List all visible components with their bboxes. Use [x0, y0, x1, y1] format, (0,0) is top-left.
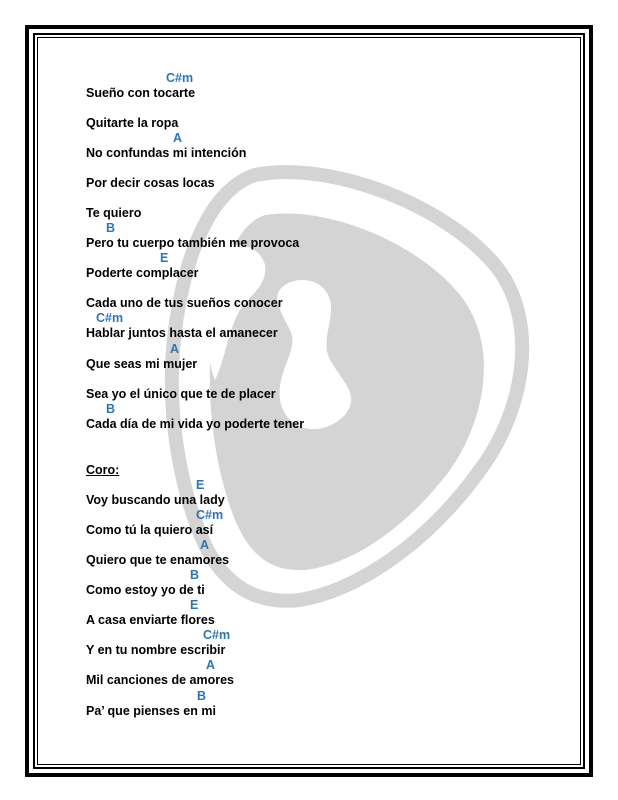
chord: A: [206, 658, 216, 672]
chord: B: [190, 568, 200, 582]
chord: C#m: [196, 508, 224, 522]
lyric-line: Por decir cosas locas: [86, 176, 215, 190]
chord: A: [173, 131, 183, 145]
section-heading-chorus: Coro:: [86, 463, 120, 477]
lyric-line: Sea yo el único que te de placer: [86, 387, 276, 401]
chord: E: [190, 598, 199, 612]
lyric-line: Y en tu nombre escribir: [86, 643, 226, 657]
chord: C#m: [96, 311, 124, 325]
chord: B: [197, 689, 207, 703]
lyric-line: Poderte complacer: [86, 266, 199, 280]
lyric-line: No confundas mi intención: [86, 146, 247, 160]
lyric-line: Cada día de mi vida yo poderte tener: [86, 417, 305, 431]
lyric-line: Pa’ que pienses en mi: [86, 704, 216, 718]
chord: C#m: [166, 71, 194, 85]
lyric-line: Que seas mi mujer: [86, 357, 198, 371]
lyric-line: Quitarte la ropa: [86, 116, 179, 130]
lyric-line: Cada uno de tus sueños conocer: [86, 296, 283, 310]
lyric-line: Como tú la quiero así: [86, 523, 214, 537]
lyric-line: Mil canciones de amores: [86, 673, 234, 687]
chord: B: [106, 402, 116, 416]
lyric-line: Hablar juntos hasta el amanecer: [86, 326, 278, 340]
chord: A: [200, 538, 210, 552]
lyric-line: Voy buscando una lady: [86, 493, 225, 507]
lyric-line: Te quiero: [86, 206, 142, 220]
chord: C#m: [203, 628, 231, 642]
chord: E: [160, 251, 169, 265]
chord: E: [196, 478, 205, 492]
lyric-line: Sueño con tocarte: [86, 86, 196, 100]
chord: B: [106, 221, 116, 235]
chord: A: [170, 342, 180, 356]
lyric-line: Como estoy yo de ti: [86, 583, 205, 597]
lyric-line: A casa enviarte flores: [86, 613, 215, 627]
lyric-line: Pero tu cuerpo también me provoca: [86, 236, 300, 250]
lyric-line: Quiero que te enamores: [86, 553, 230, 567]
